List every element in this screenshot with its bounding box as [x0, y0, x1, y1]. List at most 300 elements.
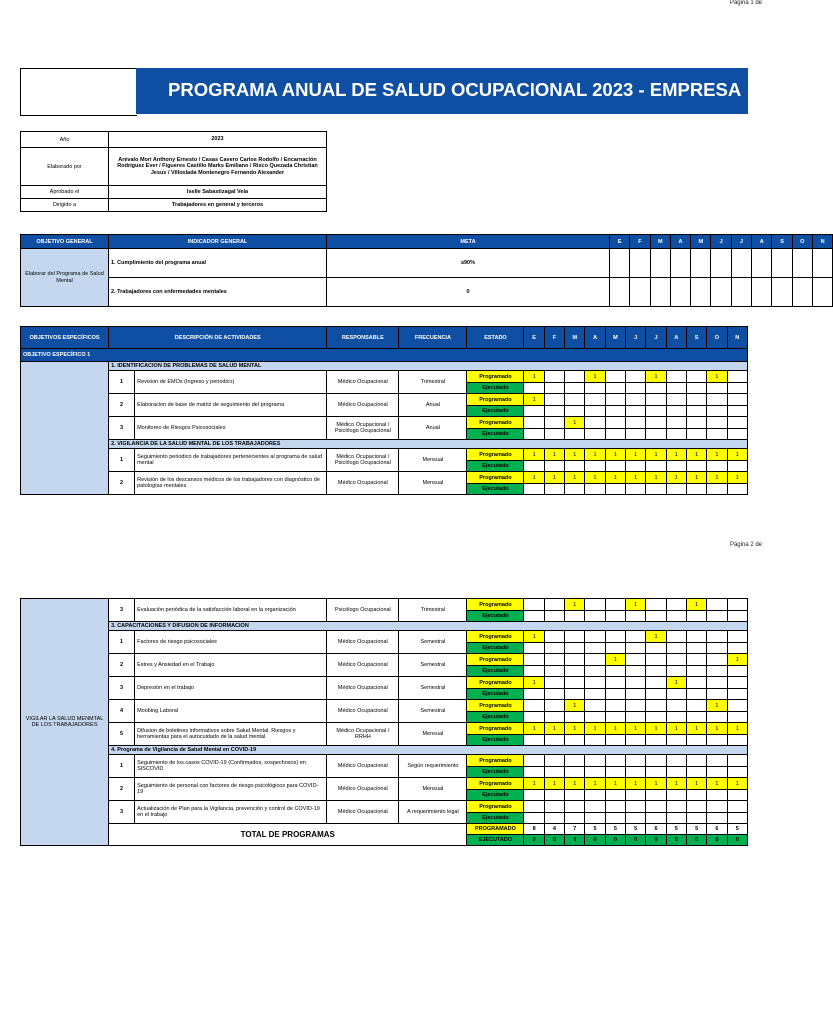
month-programado-cell: 1	[707, 449, 727, 461]
month-programado-cell	[585, 417, 605, 429]
month-ejecutado-cell	[707, 643, 727, 654]
month-programado-cell	[666, 599, 686, 611]
month-ejecutado-cell	[666, 461, 686, 472]
month-ejecutado-cell	[605, 484, 625, 495]
month-programado-cell	[646, 801, 666, 813]
month-programado-cell	[707, 677, 727, 689]
month-ejecutado-cell	[524, 611, 544, 622]
activity-row	[21, 723, 748, 735]
month-cell	[772, 278, 792, 307]
month-ejecutado-cell	[524, 813, 544, 824]
month-ejecutado-cell	[686, 643, 706, 654]
month-programado-cell: 1	[646, 449, 666, 461]
activity-responsible: Médico Ocupacional	[327, 631, 399, 654]
month-programado-cell: 1	[605, 472, 625, 484]
activity-frequency: Semestral	[399, 654, 467, 677]
month-ejecutado-cell	[565, 712, 585, 723]
month-ejecutado-cell	[605, 611, 625, 622]
month-ejecutado-cell	[605, 643, 625, 654]
month-header: O	[707, 327, 727, 349]
month-ejecutado-cell	[707, 666, 727, 677]
activity-number: 3	[109, 677, 135, 700]
total-programado-cell: 6	[646, 824, 666, 835]
activity-description: Evaluación periódica de la satisfacción laboral en la organización	[135, 599, 327, 622]
month-ejecutado-cell	[524, 712, 544, 723]
general-objective: Elaborar del Programa de Salud Mental	[21, 249, 109, 307]
header-cell: OBJETIVOS ESPECÍFICOS	[21, 327, 109, 349]
activity-number: 2	[109, 654, 135, 677]
month-programado-cell	[686, 755, 706, 767]
month-programado-cell	[666, 700, 686, 712]
indicator-meta: ≥90%	[327, 249, 610, 278]
month-ejecutado-cell	[565, 790, 585, 801]
page-title: PROGRAMA ANUAL DE SALUD OCUPACIONAL 2023 - EMPRESA	[168, 79, 742, 100]
month-ejecutado-cell	[626, 689, 646, 700]
month-programado-cell	[727, 755, 747, 767]
totals-label: TOTAL DE PROGRAMAS	[109, 824, 467, 846]
month-programado-cell: 1	[585, 778, 605, 790]
state-programado: Programado	[467, 723, 524, 735]
month-header: M	[565, 327, 585, 349]
month-programado-cell: 1	[626, 472, 646, 484]
month-ejecutado-cell	[544, 689, 564, 700]
month-header: A	[670, 235, 690, 249]
month-cell	[792, 278, 812, 307]
month-ejecutado-cell	[666, 712, 686, 723]
month-cell	[731, 249, 751, 278]
month-programado-cell: 1	[727, 472, 747, 484]
state-ejecutado: Ejecutado	[467, 666, 524, 677]
month-ejecutado-cell	[605, 790, 625, 801]
month-ejecutado-cell	[626, 406, 646, 417]
state-ejecutado: Ejecutado	[467, 611, 524, 622]
month-programado-cell	[565, 394, 585, 406]
month-ejecutado-cell	[686, 790, 706, 801]
objective-title: OBJETIVO ESPECÍFICO 1	[21, 349, 748, 362]
state-ejecutado: Ejecutado	[467, 790, 524, 801]
month-programado-cell	[565, 631, 585, 643]
month-programado-cell	[727, 801, 747, 813]
month-ejecutado-cell	[585, 383, 605, 394]
activity-row	[21, 371, 748, 383]
month-ejecutado-cell	[727, 666, 747, 677]
month-ejecutado-cell	[707, 790, 727, 801]
month-ejecutado-cell	[626, 461, 646, 472]
month-ejecutado-cell	[686, 735, 706, 746]
month-programado-cell	[626, 631, 646, 643]
section-row	[21, 746, 748, 755]
month-programado-cell	[585, 801, 605, 813]
month-ejecutado-cell	[707, 611, 727, 622]
month-programado-cell	[727, 417, 747, 429]
month-programado-cell: 1	[524, 371, 544, 383]
month-ejecutado-cell	[686, 767, 706, 778]
month-ejecutado-cell	[707, 689, 727, 700]
month-cell	[691, 278, 711, 307]
info-value: Iselle Sabastizagal Vela	[109, 186, 327, 199]
total-ejecutado-cell: 0	[585, 835, 605, 846]
month-programado-cell: 1	[646, 472, 666, 484]
month-programado-cell	[565, 755, 585, 767]
indicator-meta: 0	[327, 278, 610, 307]
month-ejecutado-cell	[605, 429, 625, 440]
state-ejecutado: Ejecutado	[467, 461, 524, 472]
month-programado-cell	[585, 631, 605, 643]
info-value: Arévalo Mori Anthony Ernesto / Casas Cavero Carlos Rodolfo / Encarnación Rodríguez Ever / Figueres Castillo Marks Emiliano / Risco Quezada Christian Jesus / Villoslada Montenegro Fernando Alexander	[109, 148, 327, 186]
activity-description: Actualización de Plan para la Vigilancia, prevención y control de COVID-19 en el trabajo	[135, 801, 327, 824]
activity-frequency: Anual	[399, 417, 467, 440]
month-programado-cell	[605, 417, 625, 429]
month-programado-cell: 1	[666, 472, 686, 484]
activity-responsible: Médico Ocupacional / RRHH	[327, 723, 399, 746]
month-programado-cell	[686, 654, 706, 666]
activity-number: 1	[109, 631, 135, 654]
activity-frequency: Trimestral	[399, 599, 467, 622]
month-cell	[691, 249, 711, 278]
month-programado-cell	[646, 417, 666, 429]
state-programado: Programado	[467, 755, 524, 767]
month-ejecutado-cell	[544, 484, 564, 495]
info-value: Trabajadores en general y terceros	[109, 199, 327, 212]
totals-ejecutado-label: EJECUTADO	[467, 835, 524, 846]
month-ejecutado-cell	[707, 406, 727, 417]
indicator-row	[21, 278, 833, 307]
month-ejecutado-cell	[727, 611, 747, 622]
activity-number: 2	[109, 778, 135, 801]
month-ejecutado-cell	[565, 767, 585, 778]
month-header: M	[650, 235, 670, 249]
month-programado-cell	[544, 700, 564, 712]
month-ejecutado-cell	[666, 790, 686, 801]
activity-frequency: Según requerimiento	[399, 755, 467, 778]
month-programado-cell	[565, 801, 585, 813]
state-programado: Programado	[467, 631, 524, 643]
month-ejecutado-cell	[524, 461, 544, 472]
activity-number: 5	[109, 723, 135, 746]
month-programado-cell	[707, 394, 727, 406]
info-label: Dirigido a	[21, 199, 109, 212]
month-programado-cell: 1	[626, 449, 646, 461]
activity-responsible: Médico Ocupacional	[327, 472, 399, 495]
total-ejecutado-cell: 0	[565, 835, 585, 846]
activity-description: Depresión en el trabajo	[135, 677, 327, 700]
month-header: M	[605, 327, 625, 349]
month-ejecutado-cell	[646, 790, 666, 801]
indicator-row	[21, 249, 833, 278]
month-programado-cell	[544, 417, 564, 429]
activity-number: 3	[109, 417, 135, 440]
month-programado-cell	[707, 631, 727, 643]
month-ejecutado-cell	[666, 813, 686, 824]
month-ejecutado-cell	[585, 406, 605, 417]
activity-row	[21, 700, 748, 712]
specific-header-row	[21, 327, 748, 349]
month-ejecutado-cell	[565, 643, 585, 654]
month-ejecutado-cell	[646, 643, 666, 654]
month-ejecutado-cell	[646, 712, 666, 723]
activity-description: Monitoreo de Riesgos Psicosociales	[135, 417, 327, 440]
month-programado-cell: 1	[646, 371, 666, 383]
month-header: A	[585, 327, 605, 349]
month-header: S	[686, 327, 706, 349]
month-programado-cell: 1	[544, 778, 564, 790]
month-cell	[752, 249, 772, 278]
activity-responsible: Médico Ocupacional	[327, 371, 399, 394]
activity-responsible: Médico Ocupacional	[327, 778, 399, 801]
total-ejecutado-cell: 0	[666, 835, 686, 846]
state-ejecutado: Ejecutado	[467, 383, 524, 394]
activity-responsible: Médico Ocupacional	[327, 394, 399, 417]
month-ejecutado-cell	[544, 712, 564, 723]
totals-programado-row	[21, 824, 748, 835]
month-ejecutado-cell	[666, 383, 686, 394]
month-programado-cell: 1	[666, 449, 686, 461]
month-ejecutado-cell	[626, 666, 646, 677]
info-table	[20, 131, 327, 212]
month-ejecutado-cell	[727, 643, 747, 654]
section-title: 1. IDENTIFICACION DE PROBLEMAS DE SALUD MENTAL	[109, 362, 748, 371]
info-row	[21, 148, 327, 186]
month-programado-cell	[565, 654, 585, 666]
month-programado-cell: 1	[666, 677, 686, 689]
month-programado-cell	[544, 755, 564, 767]
month-ejecutado-cell	[727, 689, 747, 700]
month-ejecutado-cell	[666, 735, 686, 746]
total-programado-cell: 7	[565, 824, 585, 835]
month-programado-cell	[626, 755, 646, 767]
month-ejecutado-cell	[544, 611, 564, 622]
total-ejecutado-cell: 0	[626, 835, 646, 846]
month-cell	[711, 278, 731, 307]
total-ejecutado-cell: 0	[707, 835, 727, 846]
month-programado-cell: 1	[605, 778, 625, 790]
month-programado-cell	[585, 677, 605, 689]
month-programado-cell: 1	[605, 723, 625, 735]
activity-number: 3	[109, 599, 135, 622]
month-ejecutado-cell	[524, 666, 544, 677]
month-ejecutado-cell	[727, 813, 747, 824]
activity-description: Moobing Laboral	[135, 700, 327, 723]
month-header: N	[812, 235, 832, 249]
page-number-1: Página 1 de	[729, 0, 762, 6]
month-programado-cell	[544, 801, 564, 813]
specific-objectives-table-p1	[20, 326, 748, 495]
month-programado-cell: 1	[565, 472, 585, 484]
month-cell	[630, 278, 650, 307]
month-ejecutado-cell	[565, 813, 585, 824]
month-programado-cell	[686, 631, 706, 643]
state-ejecutado: Ejecutado	[467, 429, 524, 440]
month-programado-cell	[626, 371, 646, 383]
month-programado-cell	[605, 677, 625, 689]
total-programado-cell: 5	[585, 824, 605, 835]
activity-row	[21, 449, 748, 461]
month-programado-cell	[727, 394, 747, 406]
total-programado-cell: 4	[544, 824, 564, 835]
activity-responsible: Médico Ocupacional	[327, 755, 399, 778]
month-programado-cell	[585, 599, 605, 611]
state-ejecutado: Ejecutado	[467, 767, 524, 778]
month-ejecutado-cell	[727, 461, 747, 472]
month-ejecutado-cell	[605, 461, 625, 472]
total-programado-cell: 5	[605, 824, 625, 835]
state-programado: Programado	[467, 394, 524, 406]
month-cell	[711, 249, 731, 278]
month-ejecutado-cell	[524, 767, 544, 778]
activity-description: Estres y Ansiedad en el Trabajo	[135, 654, 327, 677]
month-programado-cell	[686, 677, 706, 689]
activity-description: Revisión de los descansos médicos de los trabajadores con diagnóstico de patologías mentales	[135, 472, 327, 495]
month-programado-cell	[646, 677, 666, 689]
activity-row	[21, 778, 748, 790]
month-programado-cell	[626, 801, 646, 813]
activity-row	[21, 472, 748, 484]
month-programado-cell	[544, 394, 564, 406]
month-programado-cell	[585, 394, 605, 406]
month-ejecutado-cell	[626, 484, 646, 495]
month-ejecutado-cell	[686, 484, 706, 495]
info-label: Año	[21, 132, 109, 148]
month-programado-cell	[666, 371, 686, 383]
month-cell	[610, 249, 630, 278]
month-ejecutado-cell	[544, 406, 564, 417]
month-programado-cell: 1	[524, 723, 544, 735]
header-cell: META	[327, 235, 610, 249]
month-ejecutado-cell	[544, 643, 564, 654]
month-programado-cell	[646, 599, 666, 611]
month-ejecutado-cell	[707, 461, 727, 472]
month-ejecutado-cell	[565, 429, 585, 440]
month-ejecutado-cell	[646, 611, 666, 622]
totals-programado-label: PROGRAMADO	[467, 824, 524, 835]
month-ejecutado-cell	[666, 406, 686, 417]
activity-description: Seguimiento de los casos COVID-19 (Confirmados, sospechosos) en SISCOVID	[135, 755, 327, 778]
month-programado-cell	[605, 801, 625, 813]
month-programado-cell: 1	[605, 449, 625, 461]
month-ejecutado-cell	[707, 735, 727, 746]
month-programado-cell: 1	[585, 371, 605, 383]
month-ejecutado-cell	[524, 643, 544, 654]
month-ejecutado-cell	[727, 790, 747, 801]
month-programado-cell	[585, 755, 605, 767]
month-programado-cell: 1	[707, 778, 727, 790]
month-programado-cell: 1	[585, 723, 605, 735]
month-programado-cell	[605, 700, 625, 712]
month-ejecutado-cell	[626, 767, 646, 778]
month-ejecutado-cell	[626, 813, 646, 824]
month-programado-cell	[727, 599, 747, 611]
month-programado-cell	[666, 631, 686, 643]
month-ejecutado-cell	[707, 767, 727, 778]
month-programado-cell	[544, 631, 564, 643]
month-header: N	[727, 327, 747, 349]
month-header: J	[711, 235, 731, 249]
month-cell	[670, 278, 690, 307]
state-programado: Programado	[467, 371, 524, 383]
info-label: Elaborado por	[21, 148, 109, 186]
month-programado-cell	[686, 801, 706, 813]
month-programado-cell: 1	[524, 394, 544, 406]
total-ejecutado-cell: 0	[544, 835, 564, 846]
section-row	[21, 622, 748, 631]
month-ejecutado-cell	[524, 429, 544, 440]
month-programado-cell: 1	[666, 778, 686, 790]
month-ejecutado-cell	[544, 767, 564, 778]
month-ejecutado-cell	[585, 712, 605, 723]
month-header: J	[731, 235, 751, 249]
month-ejecutado-cell	[565, 735, 585, 746]
month-header: A	[666, 327, 686, 349]
month-ejecutado-cell	[666, 666, 686, 677]
month-header: J	[646, 327, 666, 349]
total-ejecutado-cell: 0	[605, 835, 625, 846]
month-ejecutado-cell	[686, 813, 706, 824]
month-programado-cell: 1	[686, 449, 706, 461]
activity-frequency: Mensual	[399, 778, 467, 801]
month-programado-cell	[666, 755, 686, 767]
state-programado: Programado	[467, 677, 524, 689]
month-header: S	[772, 235, 792, 249]
month-ejecutado-cell	[707, 429, 727, 440]
month-programado-cell: 1	[544, 472, 564, 484]
month-programado-cell	[686, 394, 706, 406]
month-programado-cell	[524, 700, 544, 712]
total-programado-cell: 8	[524, 824, 544, 835]
month-programado-cell: 1	[666, 723, 686, 735]
month-programado-cell: 1	[626, 778, 646, 790]
month-programado-cell	[585, 654, 605, 666]
month-programado-cell	[605, 394, 625, 406]
month-cell	[752, 278, 772, 307]
month-programado-cell: 1	[646, 631, 666, 643]
month-programado-cell: 1	[524, 631, 544, 643]
month-ejecutado-cell	[565, 406, 585, 417]
month-programado-cell	[727, 371, 747, 383]
month-ejecutado-cell	[544, 813, 564, 824]
state-ejecutado: Ejecutado	[467, 813, 524, 824]
month-cell	[650, 278, 670, 307]
month-programado-cell: 1	[646, 723, 666, 735]
month-ejecutado-cell	[686, 666, 706, 677]
activity-frequency: Mensual	[399, 449, 467, 472]
month-cell	[792, 249, 812, 278]
state-ejecutado: Ejecutado	[467, 689, 524, 700]
total-ejecutado-cell: 0	[727, 835, 747, 846]
month-programado-cell: 1	[646, 778, 666, 790]
activity-number: 1	[109, 449, 135, 472]
month-programado-cell	[646, 394, 666, 406]
month-programado-cell	[707, 599, 727, 611]
activity-number: 1	[109, 371, 135, 394]
state-programado: Programado	[467, 599, 524, 611]
month-cell	[772, 249, 792, 278]
month-ejecutado-cell	[646, 813, 666, 824]
activity-description: Seguimiento periodico de trabajadores pertenecientes al programa de salud mental	[135, 449, 327, 472]
month-programado-cell	[666, 654, 686, 666]
month-ejecutado-cell	[605, 666, 625, 677]
activity-description: Difusion de boletines informativos sobre Salud Mental, Riesgos y herramientas para el autocuidado de la salud mental.	[135, 723, 327, 746]
month-ejecutado-cell	[585, 484, 605, 495]
month-ejecutado-cell	[646, 383, 666, 394]
month-programado-cell: 1	[707, 700, 727, 712]
month-programado-cell: 1	[727, 723, 747, 735]
month-ejecutado-cell	[544, 429, 564, 440]
activity-row	[21, 631, 748, 643]
month-ejecutado-cell	[544, 735, 564, 746]
month-ejecutado-cell	[585, 735, 605, 746]
header-cell: FRECUENCIA	[399, 327, 467, 349]
general-header-row	[21, 235, 833, 249]
